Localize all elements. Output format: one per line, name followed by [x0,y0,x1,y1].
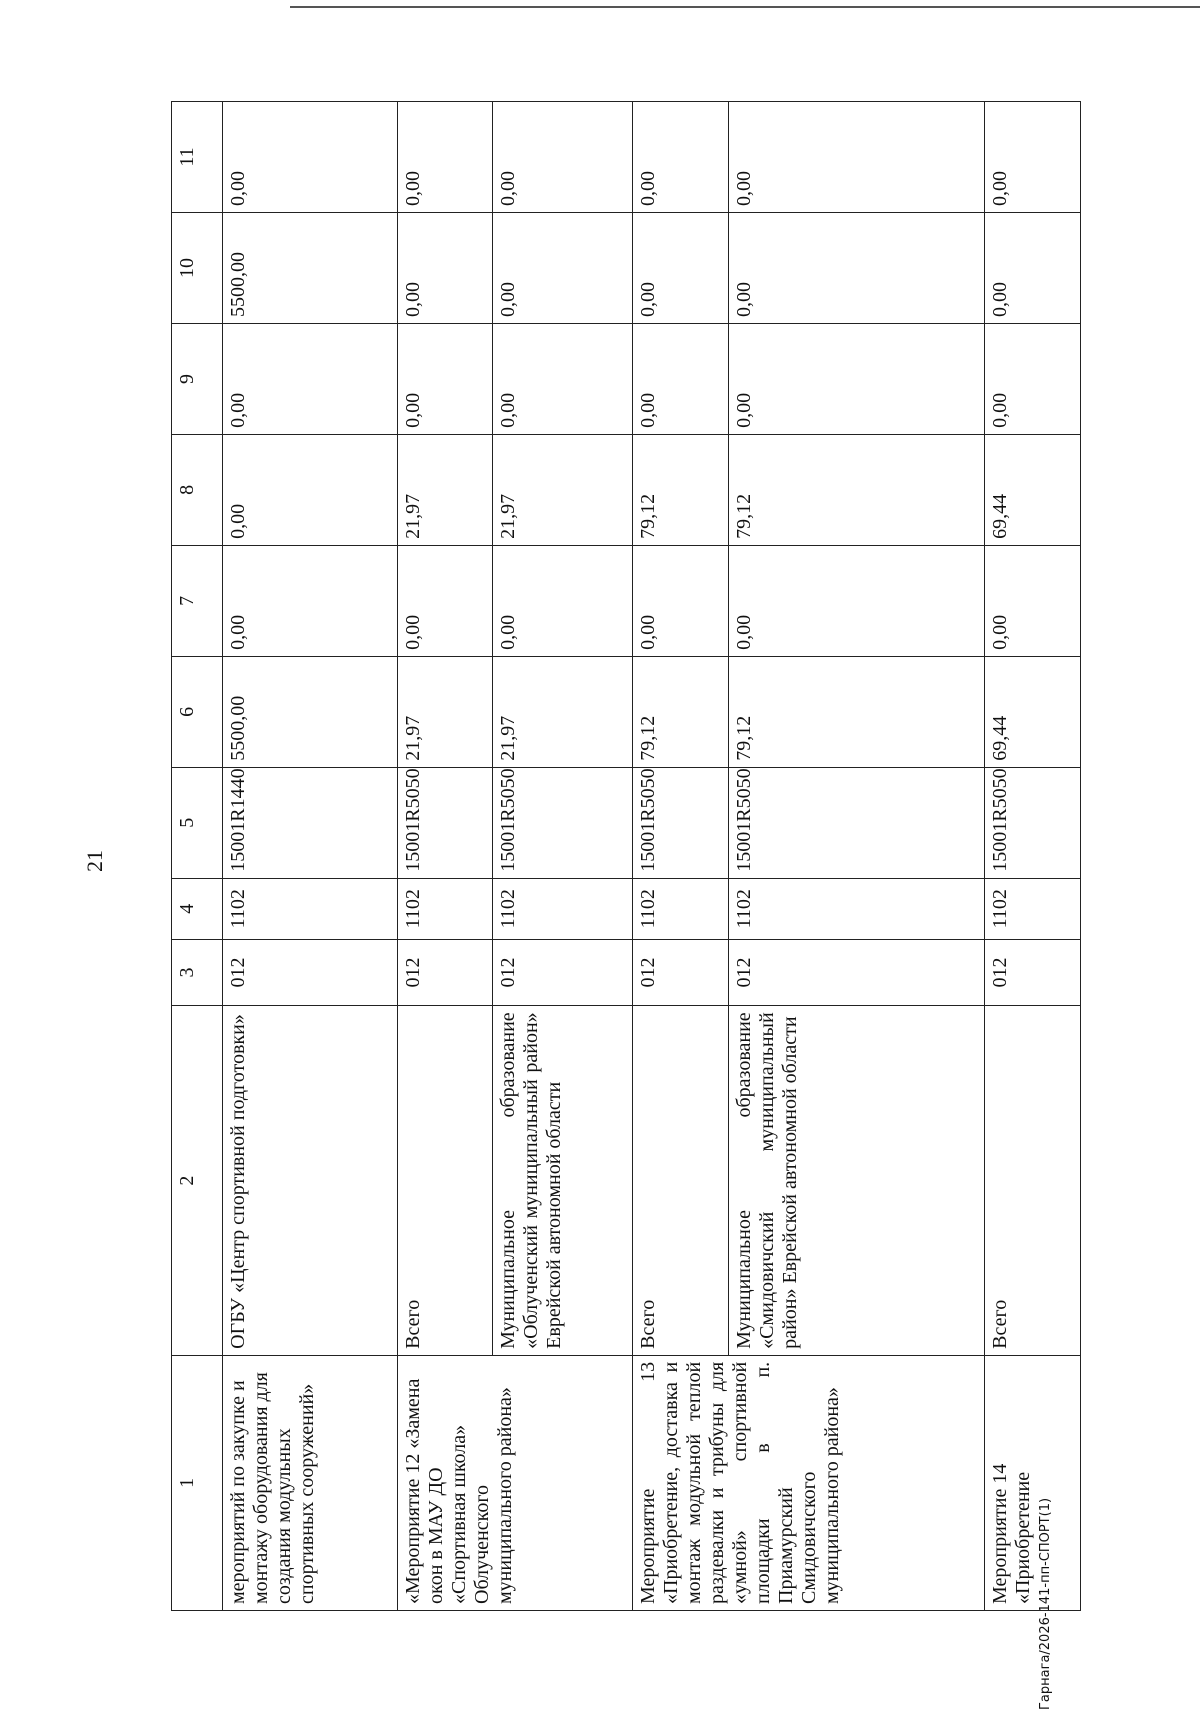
cell-col-9: 0,00 [633,323,729,434]
cell-col-8: 79,12 [728,434,984,545]
cell-col-11: 0,00 [493,102,633,213]
rotated-table-container [171,101,1081,1611]
cell-col-7: 0,00 [633,545,729,656]
cell-col-3: 012 [728,939,984,1006]
cell-col-10: 0,00 [985,213,1081,324]
footer-document-code: Гарнага/2026-141-пп-СПОРТ(1) [1038,1497,1053,1710]
cell-col-9: 0,00 [985,323,1081,434]
cell-col-7: 0,00 [223,545,398,656]
header-col-2: 2 [172,1006,223,1356]
header-col-7: 7 [172,545,223,656]
cell-col-5: 15001R5050 [985,767,1081,878]
cell-col-6: 79,12 [633,656,729,767]
cell-col-8: 21,97 [397,434,493,545]
header-col-10: 10 [172,213,223,324]
cell-col-11: 0,00 [633,102,729,213]
cell-col-3: 012 [985,939,1081,1006]
header-col-8: 8 [172,434,223,545]
cell-col-11: 0,00 [397,102,493,213]
recipient-cell: Муниципальное образование «Смидовичский муниципальный район» Еврейской автономной области [728,1006,984,1356]
cell-col-8: 0,00 [223,434,398,545]
cell-col-6: 69,44 [985,656,1081,767]
recipient-cell: Муниципальное образование «Облученский муниципальный район» Еврейской автономной области [493,1006,633,1356]
header-col-5: 5 [172,767,223,878]
cell-col-9: 0,00 [397,323,493,434]
cell-col-6: 21,97 [493,656,633,767]
budget-table [171,101,1081,1611]
cell-col-10: 0,00 [633,213,729,324]
table-header-row [172,102,223,1611]
cell-col-3: 012 [223,939,398,1006]
header-col-3: 3 [172,939,223,1006]
cell-col-4: 1102 [493,878,633,939]
cell-col-8: 21,97 [493,434,633,545]
cell-col-6: 5500,00 [223,656,398,767]
event-cell: мероприятий по закупке и монтажу оборудования для создания модульных спортивных сооружений» [223,1355,398,1610]
table-row [223,102,398,1611]
cell-col-3: 012 [633,939,729,1006]
event-cell: Мероприятие 13 «Приобретение, доставка и монтаж модульной теплой раздевалки и трибуны для «умной» спортивной площадки в п. Приамурский Смидовичского муниципального района» [633,1355,985,1610]
header-col-4: 4 [172,878,223,939]
cell-col-7: 0,00 [985,545,1081,656]
cell-col-9: 0,00 [223,323,398,434]
cell-col-11: 0,00 [728,102,984,213]
cell-col-7: 0,00 [728,545,984,656]
cell-col-4: 1102 [397,878,493,939]
cell-col-10: 5500,00 [223,213,398,324]
cell-col-5: 15001R5050 [633,767,729,878]
cell-col-8: 79,12 [633,434,729,545]
cell-col-3: 012 [493,939,633,1006]
header-col-6: 6 [172,656,223,767]
cell-col-5: 15001R1440 [223,767,398,878]
recipient-cell: ОГБУ «Центр спортивной подготовки» [223,1006,398,1356]
table-row [397,102,493,1611]
cell-col-6: 21,97 [397,656,493,767]
table-row [633,102,729,1611]
recipient-cell: Всего [985,1006,1081,1356]
cell-col-11: 0,00 [985,102,1081,213]
cell-col-5: 15001R5050 [397,767,493,878]
cell-col-8: 69,44 [985,434,1081,545]
header-col-1: 1 [172,1355,223,1610]
recipient-cell: Всего [633,1006,729,1356]
cell-col-4: 1102 [728,878,984,939]
cell-col-7: 0,00 [397,545,493,656]
cell-col-4: 1102 [633,878,729,939]
cell-col-4: 1102 [223,878,398,939]
cell-col-11: 0,00 [223,102,398,213]
header-col-9: 9 [172,323,223,434]
cell-col-5: 15001R5050 [728,767,984,878]
header-col-11: 11 [172,102,223,213]
cell-col-4: 1102 [985,878,1081,939]
table-row [985,102,1081,1611]
cell-col-10: 0,00 [493,213,633,324]
event-cell: Мероприятие 14 «Приобретение [985,1355,1081,1610]
cell-col-9: 0,00 [493,323,633,434]
cell-col-9: 0,00 [728,323,984,434]
cell-col-5: 15001R5050 [493,767,633,878]
top-scan-rule [290,6,1200,8]
cell-col-10: 0,00 [397,213,493,324]
cell-col-3: 012 [397,939,493,1006]
page-number: 21 [82,850,107,872]
recipient-cell: Всего [397,1006,493,1356]
event-cell: «Мероприятие 12 «Замена окон в МАУ ДО «Спортивная школа» Облученского муниципального района» [397,1355,632,1610]
cell-col-6: 79,12 [728,656,984,767]
cell-col-7: 0,00 [493,545,633,656]
cell-col-10: 0,00 [728,213,984,324]
